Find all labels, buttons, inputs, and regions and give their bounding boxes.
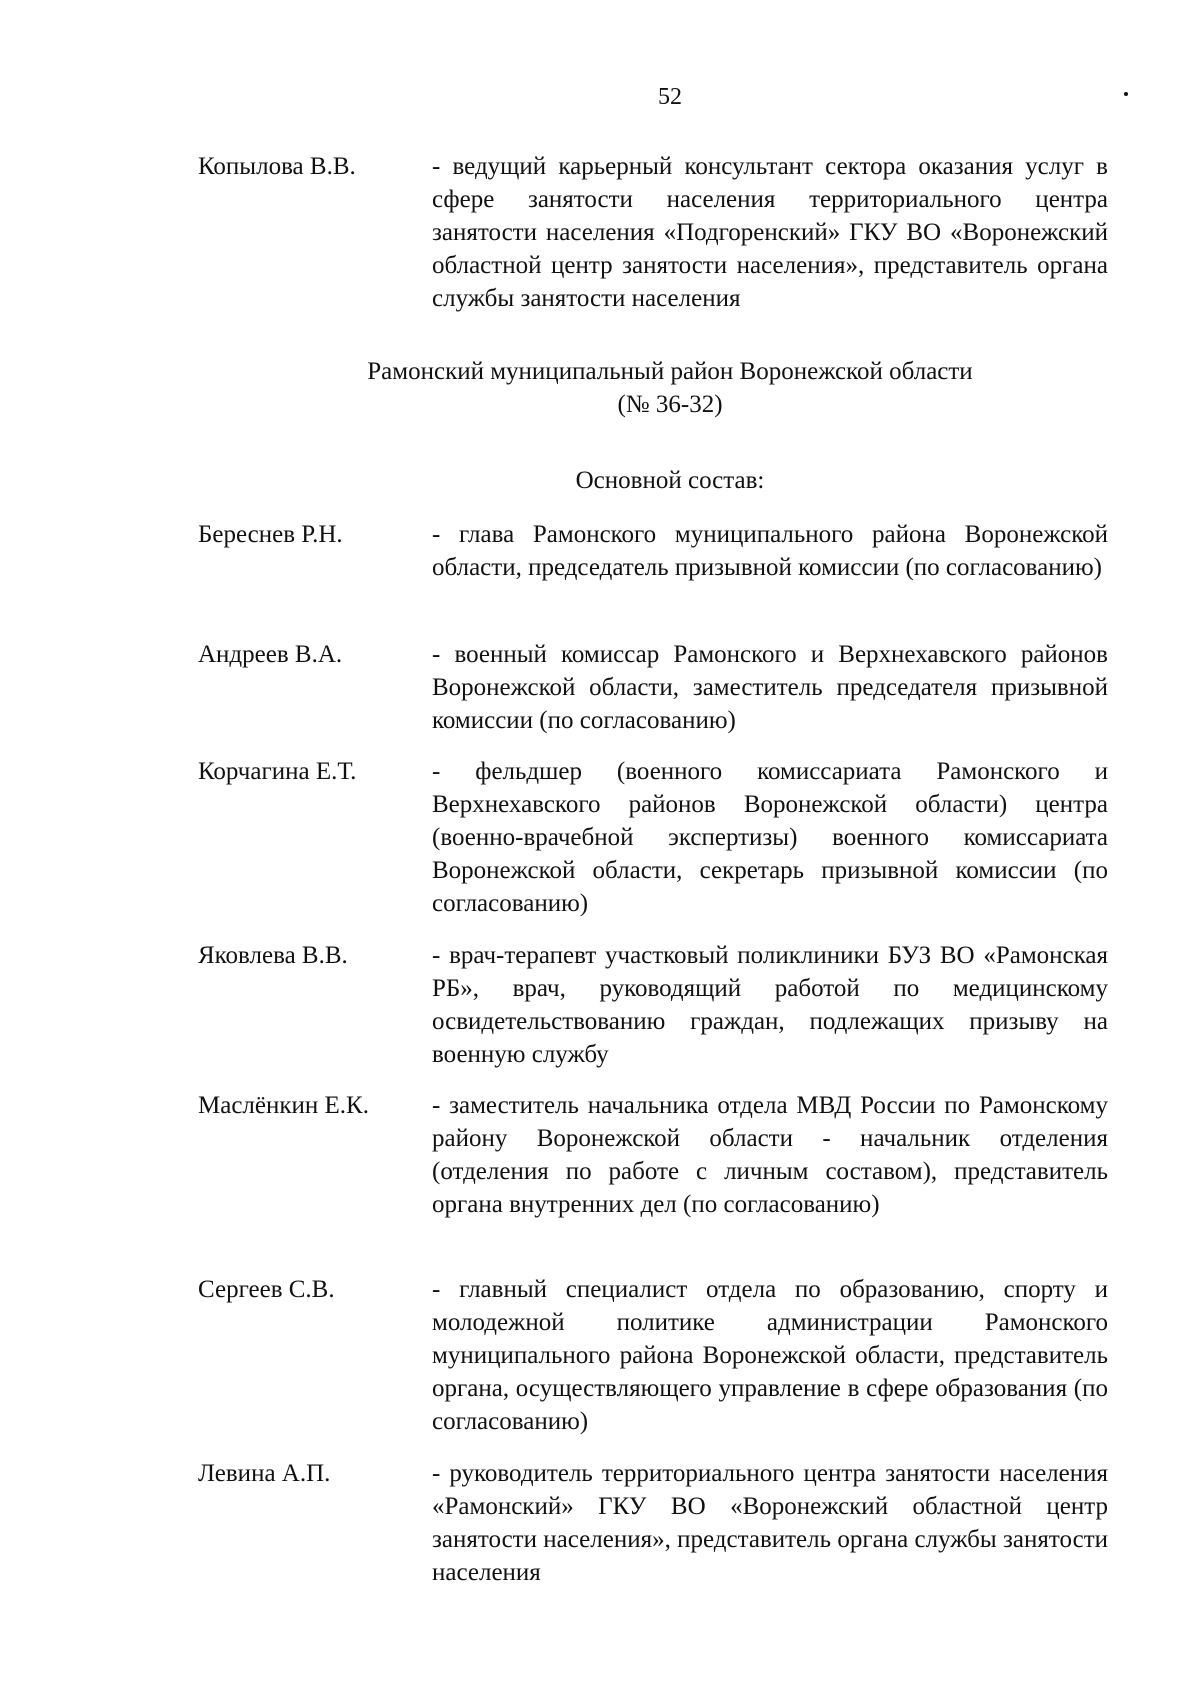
member-name: Левина А.П. — [198, 1460, 331, 1487]
member-description: - ведущий карьерный консультант сектора оказания услуг в сфере занятости населения территориального центра занятости населения «Подгоренский» ГКУ ВО «Воронежский областной центр занятости населения», представитель органа службы занятости населения — [432, 153, 1108, 312]
scan-dot — [1124, 92, 1128, 96]
member-description: - военный комиссар Рамонского и Верхнехавского районов Воронежской области, заместитель председателя призывной комиссии (по согласованию) — [432, 641, 1108, 734]
member-description: - глава Рамонского муниципального района Воронежской области, председатель призывной комиссии (по согласованию) — [432, 521, 1108, 581]
member-description: - главный специалист отдела по образованию, спорту и молодежной политике администрации Рамонского муниципального района Воронежской области, представитель органа, осуществляющего управление в сфере образования (по согласованию) — [432, 1276, 1108, 1435]
member-name: Копылова В.В. — [198, 153, 356, 180]
district-code: (№ 36-32) — [617, 391, 723, 418]
page-number: 52 — [658, 84, 682, 110]
member-name: Сергеев С.В. — [198, 1276, 335, 1303]
member-name: Андреев В.А. — [198, 641, 343, 668]
member-name: Маслёнкин Е.К. — [198, 1092, 369, 1119]
member-description: - врач-терапевт участковый поликлиники БУЗ ВО «Рамонская РБ», врач, руководящий работой по медицинскому освидетельствованию граждан, подлежащих призыву на военную службу — [432, 942, 1108, 1068]
member-name: Корчагина Е.Т. — [198, 758, 357, 785]
section-title: Основной состав: — [575, 467, 765, 494]
member-name: Яковлева В.В. — [198, 942, 348, 969]
member-description: - фельдшер (военного комиссариата Рамонского и Верхнехавского районов Воронежской области) центра (военно-врачебной экспертизы) военного комиссариата Воронежской области, секретарь призывной комиссии (по согласованию) — [432, 758, 1108, 917]
member-description: - заместитель начальника отдела МВД России по Рамонскому району Воронежской области - начальник отделения (отделения по работе с личным составом), представитель органа внутренних дел (по согласованию) — [432, 1092, 1108, 1218]
member-name: Береснев Р.Н. — [198, 521, 343, 548]
member-description: - руководитель территориального центра занятости населения «Рамонский» ГКУ ВО «Воронежский областной центр занятости населения», представитель органа службы занятости населения — [432, 1460, 1108, 1586]
district-title: Рамонский муниципальный район Воронежской области — [367, 358, 973, 385]
